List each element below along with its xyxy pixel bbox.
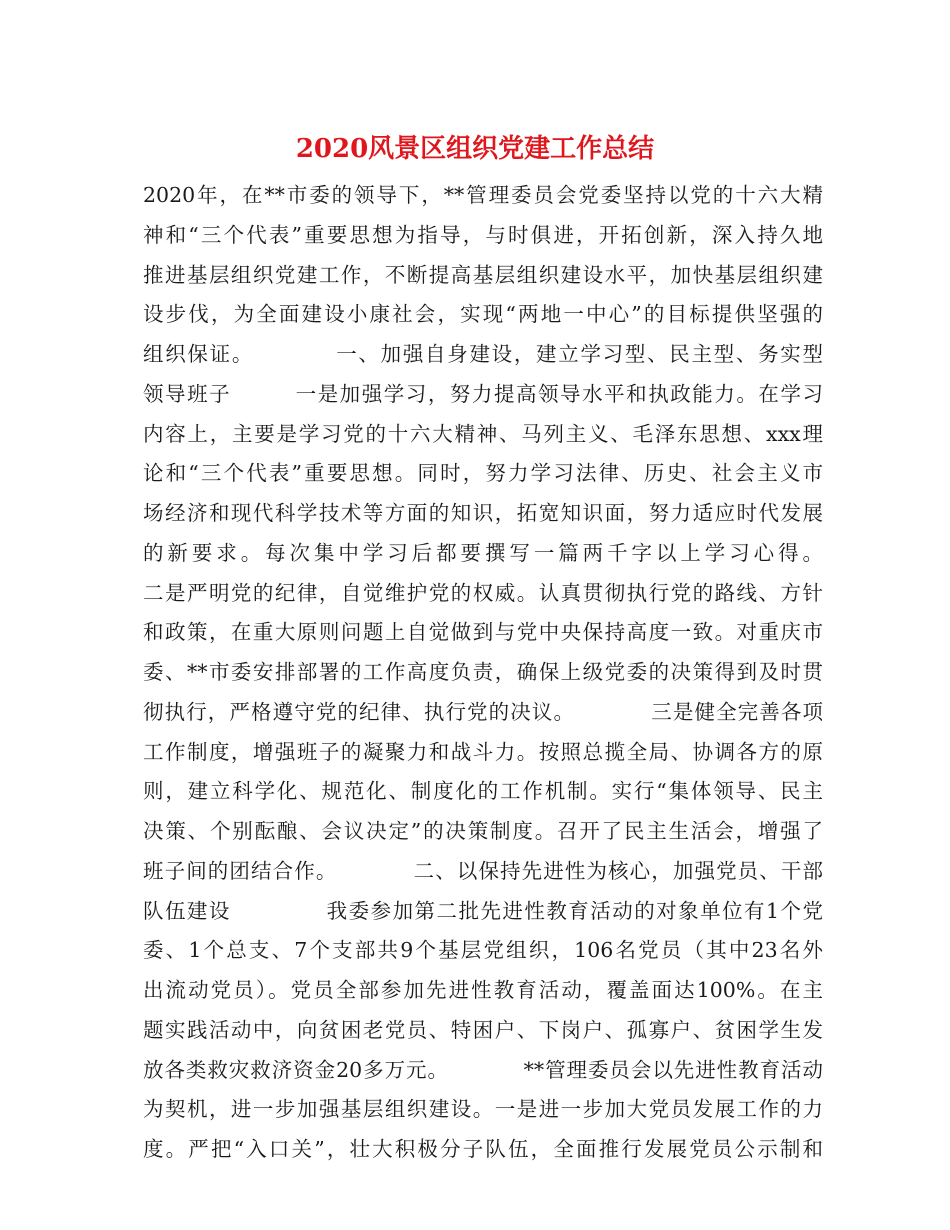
body-line: 神和“三个代表”重要思想为指导，与时俱进，开拓创新，深入持久地: [143, 222, 823, 247]
body-line: 委、**市委安排部署的工作高度负责，确保上级党委的决策得到及时贯: [143, 660, 823, 684]
document-title: 2020风景区组织党建工作总结: [295, 134, 655, 164]
body-line: 则，建立科学化、规范化、制度化的工作机制。实行“集体领导、民主: [143, 779, 823, 804]
body-line: 工作制度，增强班子的凝聚力和战斗力。按照总揽全局、协调各方的原: [143, 739, 823, 764]
body-line: 领导班子 一是加强学习，努力提高领导水平和执政能力。在学习: [143, 381, 823, 406]
body-line: 设步伐，为全面建设小康社会，实现“两地一中心”的目标提供坚强的: [143, 302, 823, 327]
document-body: [143, 176, 823, 1170]
body-line: 队伍建设 我委参加第二批先进性教育活动的对象单位有1个党: [143, 898, 823, 923]
body-line: 内容上，主要是学习党的十六大精神、马列主义、毛泽东思想、xxx理: [143, 421, 823, 446]
body-line: 彻执行，严格遵守党的纪律、执行党的决议。 三是健全完善各项: [143, 699, 823, 724]
body-line: 决策、个别酝酿、会议决定”的决策制度。召开了民主生活会，增强了: [143, 819, 823, 843]
body-line: 放各类救灾救济资金20多万元。 **管理委员会以先进性教育活动: [143, 1057, 823, 1082]
body-line: 班子间的团结合作。 二、以保持先进性为核心，加强党员、干部: [143, 858, 823, 883]
body-line: 出流动党员）。党员全部参加先进性教育活动，覆盖面达100%。在主: [143, 978, 823, 1002]
body-line: 的新要求。每次集中学习后都要撰写一篇两千字以上学习心得。: [143, 540, 823, 565]
body-line: 委、1个总支、7个支部共9个基层党组织，106名党员（其中23名外: [143, 938, 823, 963]
body-line: 2020年，在**市委的领导下，**管理委员会党委坚持以党的十六大精: [143, 183, 823, 207]
body-line: 题实践活动中，向贫困老党员、特困户、下岗户、孤寡户、贫困学生发: [143, 1017, 823, 1042]
body-line: 论和“三个代表”重要思想。同时，努力学习法律、历史、社会主义市: [143, 461, 823, 486]
body-line: 场经济和现代科学技术等方面的知识，拓宽知识面，努力适应时代发展: [143, 501, 823, 525]
body-line: 和政策，在重大原则问题上自觉做到与党中央保持高度一致。对重庆市: [143, 620, 823, 645]
body-line: 组织保证。 一、加强自身建设，建立学习型、民主型、务实型: [143, 342, 823, 366]
body-line: 二是严明党的纪律，自觉维护党的权威。认真贯彻执行党的路线、方针: [143, 580, 823, 605]
body-line: 推进基层组织党建工作，不断提高基层组织建设水平，加快基层组织建: [143, 262, 823, 287]
body-line: 为契机，进一步加强基层组织建设。一是进一步加大党员发展工作的力: [143, 1097, 823, 1122]
body-line: 度。严把“入口关”，壮大积极分子队伍，全面推行发展党员公示制和: [143, 1137, 823, 1161]
